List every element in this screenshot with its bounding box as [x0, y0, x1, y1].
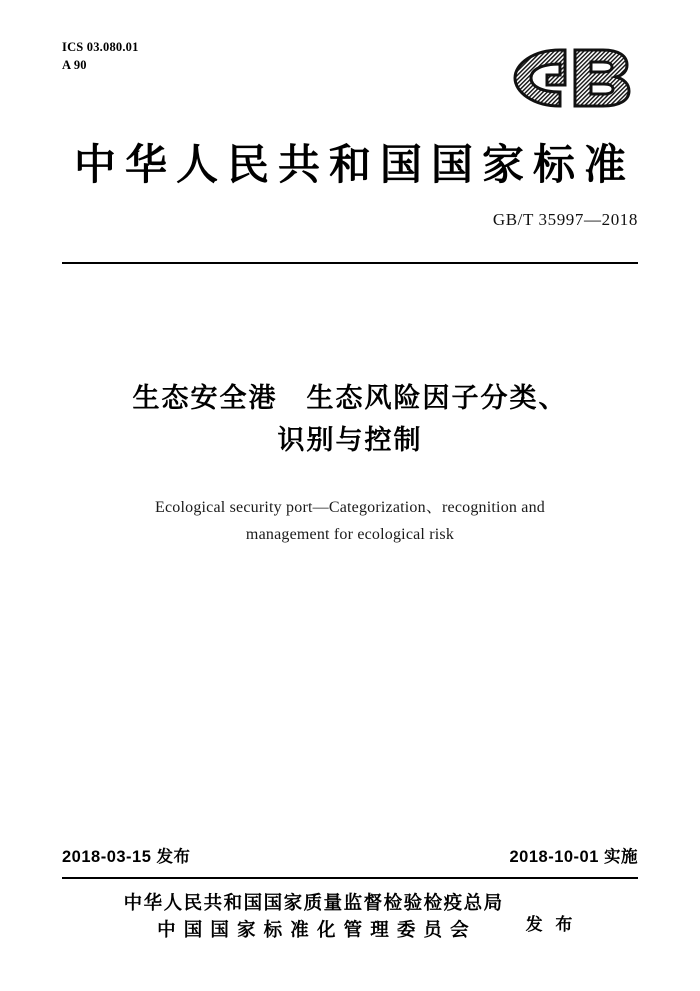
page-title: [70, 378, 630, 462]
national-standard-title: 中华人民共和国国家标准: [73, 141, 635, 188]
page-title-english-line1: Ecological security port—Categorization、recognition and: [155, 499, 545, 516]
issuer-names: [124, 890, 504, 944]
header-divider: [62, 262, 638, 264]
ics-classification-block: [62, 38, 139, 74]
page-title-line1: 生态安全港 生态风险因子分类、: [132, 383, 568, 413]
gb-logo-icon: [503, 42, 638, 114]
issue-date: 2018-03-15 发布: [62, 848, 191, 866]
page-title-english: [90, 494, 610, 548]
publish-word: 发 布: [525, 915, 577, 935]
ics-code: ICS 03.080.01: [62, 40, 139, 54]
issuer-line2: 中 国 国 家 标 准 化 管 理 委 员 会: [157, 918, 471, 940]
date-row: [62, 843, 638, 867]
classification-code: A 90: [62, 58, 87, 73]
page-title-english-line2: management for ecological risk: [245, 526, 455, 544]
implementation-date: 2018-10-01 实施: [509, 848, 638, 866]
footer-divider: [62, 877, 638, 879]
page-title-line2: 识别与控制: [277, 424, 423, 455]
standard-number: GB/T 35997—2018: [492, 210, 638, 229]
issuer-block: [62, 890, 638, 944]
issuer-line1: 中华人民共和国国家质量监督检验检疫总局: [123, 892, 504, 913]
